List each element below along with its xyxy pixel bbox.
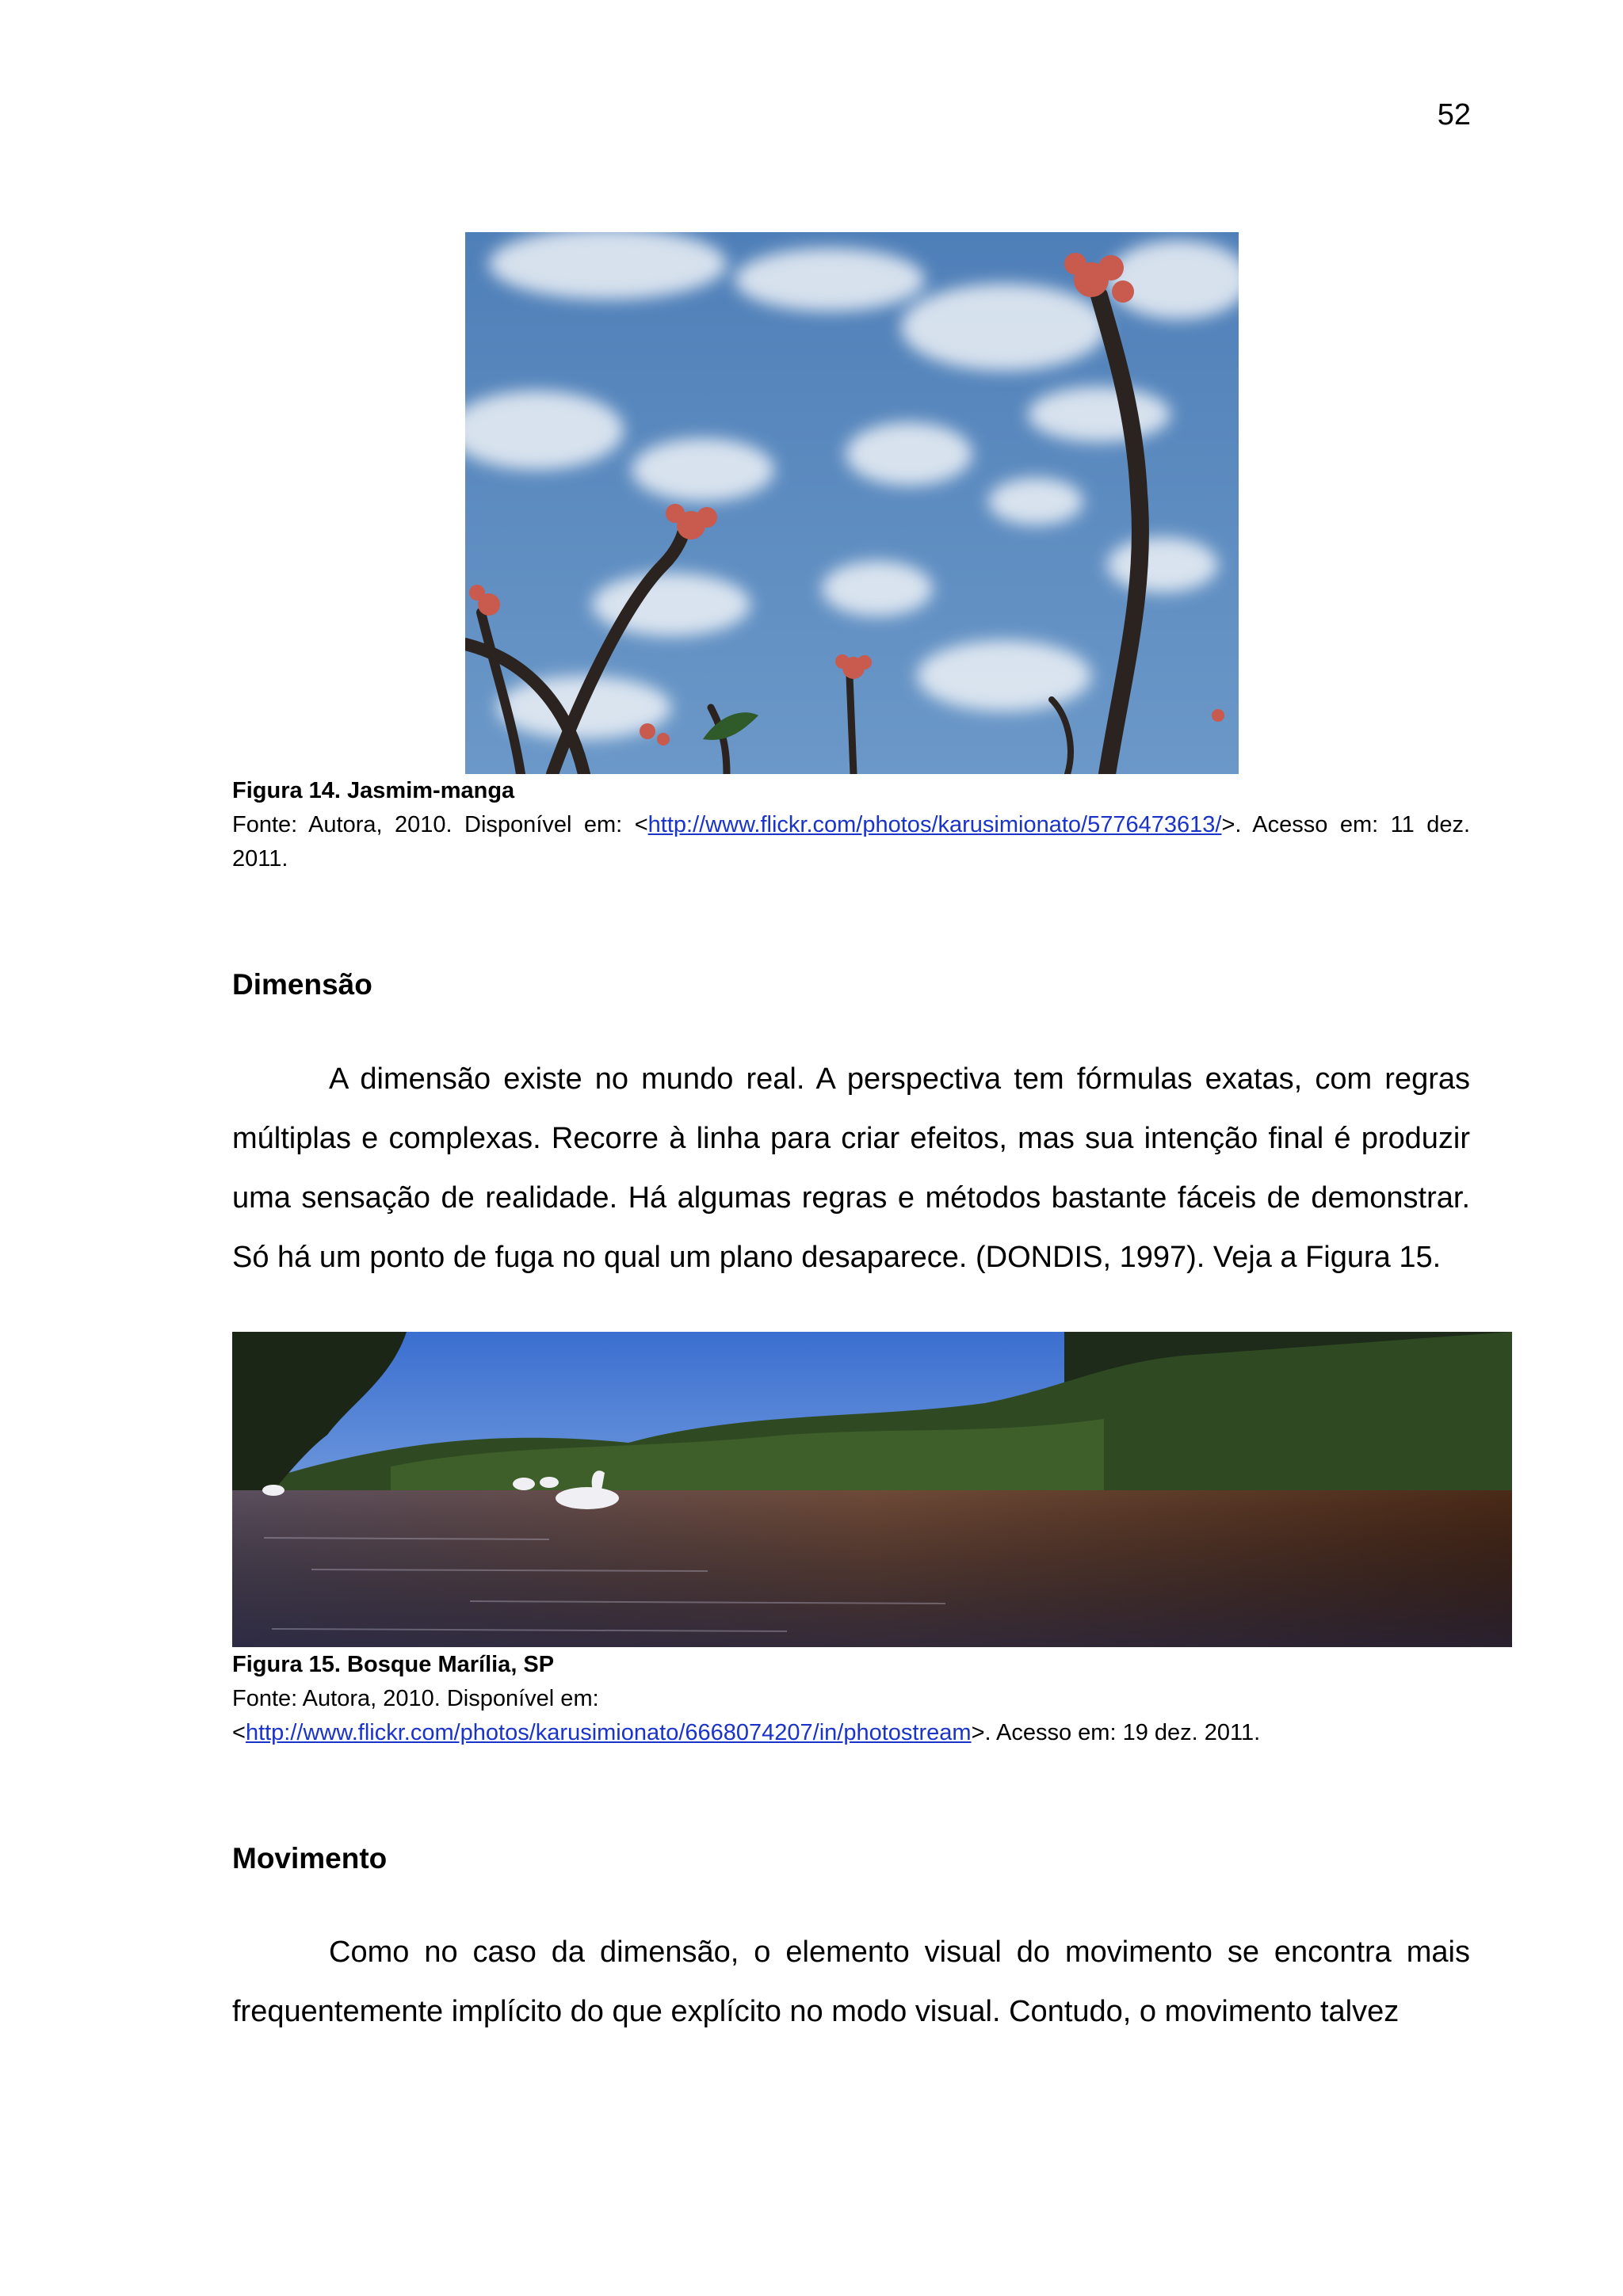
- figure-14-source-prefix: Fonte: Autora, 2010. Disponível em: <: [232, 812, 648, 837]
- figure-15-title: Figura 15. Bosque Marília, SP: [232, 1652, 555, 1677]
- figure-15-source-prefix: <: [232, 1720, 246, 1745]
- paragraph-dimensao: A dimensão existe no mundo real. A perspectiva tem fórmulas exatas, com regras múltiplas e complexas. Recorre à linha para criar efeitos, mas sua intenção final é produzir uma sensação de realidade. Há algumas regras e métodos bastante fáceis de demonstrar. Só há um ponto de fuga no qual um plano desaparece. (DONDIS, 1997). Veja a Figura 15.: [232, 1062, 1470, 1274]
- figure-14-source-suffix: >. Acesso em: 11 dez. 2011.: [232, 812, 1471, 871]
- paragraph-movimento: Como no caso da dimensão, o elemento visual do movimento se encontra mais frequentemente implícito do que explícito no modo visual. Contudo, o movimento talvez: [232, 1936, 1470, 2028]
- figure-14-photo: [465, 232, 1239, 774]
- figure-15-caption: [232, 1648, 1470, 1750]
- page-number: 52: [1437, 98, 1471, 132]
- figure-15-source: [232, 1716, 1470, 1750]
- heading-dimensao: Dimensão: [232, 968, 372, 1001]
- figure-14-link[interactable]: http://www.flickr.com/photos/karusimionato/5776473613/: [647, 812, 1222, 837]
- figure-14-source: [232, 808, 1470, 876]
- figure-14-caption: [232, 774, 1470, 876]
- figure-15-source-line1: Fonte: Autora, 2010. Disponível em:: [232, 1686, 599, 1711]
- figure-15-link[interactable]: http://www.flickr.com/photos/karusimionato/6668074207/in/photostream: [245, 1720, 972, 1745]
- figure-14-title: Figura 14. Jasmim-manga: [232, 778, 515, 803]
- heading-movimento: Movimento: [232, 1842, 388, 1875]
- figure-15-source-suffix: >. Acesso em: 19 dez. 2011.: [971, 1720, 1261, 1745]
- figure-15-photo: [232, 1332, 1512, 1647]
